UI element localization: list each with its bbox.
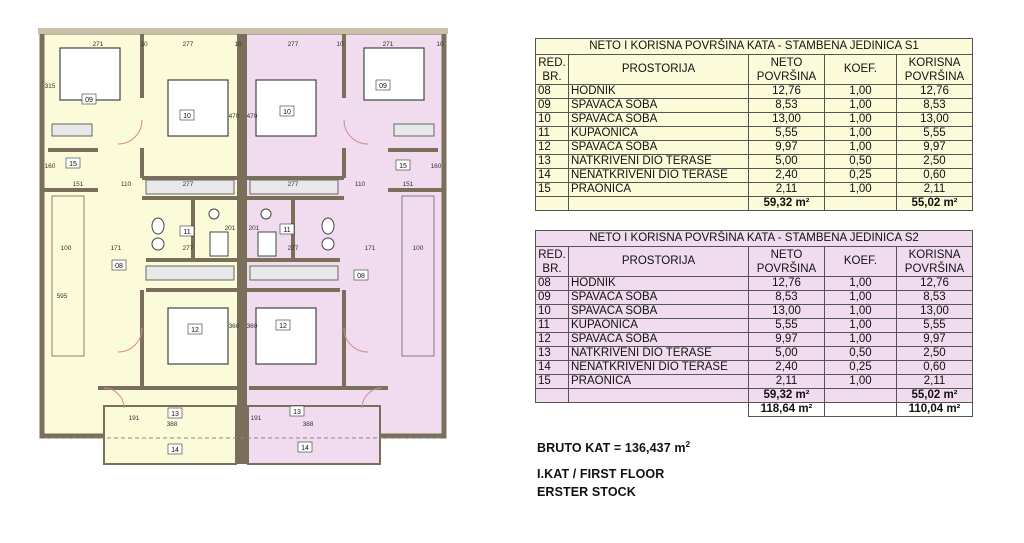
table-row	[536, 291, 973, 305]
bed-icon	[60, 48, 120, 100]
room-name: SPAVAĆA SOBA	[569, 113, 749, 127]
room-name: SPAVAĆA SOBA	[569, 99, 749, 113]
bed-icon	[168, 80, 228, 136]
grand-total-korisna: 110,04 m²	[897, 403, 973, 417]
room-name: NENATKRIVENI DIO TERASE	[569, 169, 749, 183]
korisna-area: 9,97	[897, 141, 973, 155]
room-number: 09	[536, 99, 569, 113]
room-number: 14	[536, 169, 569, 183]
coefficient: 0,25	[825, 361, 897, 375]
bed-icon	[364, 48, 424, 100]
area-table-s2	[535, 230, 973, 417]
floor-plan	[38, 28, 448, 468]
room-tag-08-s1	[112, 260, 126, 270]
table-title: NETO I KORISNA POVRŠINA KATA - STAMBENA JEDINICA S1	[536, 39, 973, 55]
room-number: 11	[536, 127, 569, 141]
room-number: 10	[536, 113, 569, 127]
svg-text:13: 13	[293, 409, 301, 416]
korisna-area: 9,97	[897, 333, 973, 347]
coefficient: 1,00	[825, 375, 897, 389]
room-number: 14	[536, 361, 569, 375]
svg-text:15: 15	[69, 161, 77, 168]
dim-label: 151	[72, 181, 84, 188]
washbasin-icon	[261, 209, 271, 219]
washbasin-icon	[209, 209, 219, 219]
table-row	[536, 375, 973, 389]
dim-label: 277	[287, 245, 299, 252]
table-row	[536, 183, 973, 197]
dim-label: 160	[430, 163, 442, 170]
svg-text:11: 11	[183, 229, 191, 236]
room-number: 10	[536, 305, 569, 319]
room-tag-14-s1	[168, 444, 182, 454]
room-name: KUPAONICA	[569, 319, 749, 333]
dim-label: 277	[182, 41, 194, 48]
room-number: 12	[536, 141, 569, 155]
neto-area: 8,53	[749, 99, 825, 113]
dim-label: 360	[228, 323, 240, 330]
neto-area: 2,11	[749, 375, 825, 389]
room-tag-13-s1	[168, 408, 182, 418]
dim-label: 151	[402, 181, 414, 188]
col-header: KORISNA POVRŠINA	[897, 55, 973, 85]
dim-label: 470	[246, 113, 258, 120]
svg-text:10: 10	[283, 109, 291, 116]
korisna-area: 12,76	[897, 85, 973, 99]
grand-total-row	[536, 403, 973, 417]
grand-total-neto: 118,64 m²	[749, 403, 825, 417]
table-row	[536, 99, 973, 113]
col-header: NETO POVRŠINA	[749, 55, 825, 85]
table-row	[536, 305, 973, 319]
sink-icon	[322, 238, 334, 250]
svg-text:15: 15	[399, 163, 407, 170]
room-name: HODNIK	[569, 85, 749, 99]
table-row	[536, 113, 973, 127]
roof-edge	[38, 28, 448, 34]
col-header: KOEF.	[825, 247, 897, 277]
bruto-unit-sup: 2	[685, 440, 691, 449]
dim-label: 191	[128, 415, 140, 422]
table-row	[536, 361, 973, 375]
dim-label: 100	[60, 245, 72, 252]
korisna-area: 13,00	[897, 305, 973, 319]
room-tag-11-s1	[180, 226, 194, 236]
room-name: PRAONICA	[569, 183, 749, 197]
neto-area: 13,00	[749, 113, 825, 127]
room-tag-14-s2	[298, 442, 312, 452]
total-neto: 59,32 m²	[749, 389, 825, 403]
room-tag-09-s1	[82, 94, 96, 104]
korisna-area: 2,11	[897, 375, 973, 389]
room-tag-11-s2	[280, 224, 294, 234]
korisna-area: 0,60	[897, 361, 973, 375]
neto-area: 5,55	[749, 319, 825, 333]
svg-text:11: 11	[283, 227, 291, 234]
dim-label: 388	[166, 421, 178, 428]
bed-icon	[168, 308, 228, 364]
coefficient: 1,00	[825, 113, 897, 127]
korisna-area: 2,50	[897, 347, 973, 361]
floor-label-de: ERSTER STOCK	[537, 485, 636, 499]
neto-area: 12,76	[749, 85, 825, 99]
korisna-area: 2,11	[897, 183, 973, 197]
table-row	[536, 277, 973, 291]
coefficient: 0,50	[825, 155, 897, 169]
bed-icon	[256, 308, 316, 364]
coefficient: 1,00	[825, 183, 897, 197]
dim-label: 110	[354, 181, 366, 188]
coefficient: 1,00	[825, 291, 897, 305]
col-header: PROSTORIJA	[569, 55, 749, 85]
dim-label: 191	[250, 415, 262, 422]
svg-text:10: 10	[183, 113, 191, 120]
room-tag-15-s1	[66, 158, 80, 168]
dim-label: 201	[224, 225, 236, 232]
shower-icon	[258, 232, 276, 256]
col-header: NETO POVRŠINA	[749, 247, 825, 277]
terrace-s2	[248, 406, 380, 464]
dim-label: 171	[364, 245, 376, 252]
dim-label: 277	[287, 41, 299, 48]
neto-area: 2,40	[749, 361, 825, 375]
korisna-area: 0,60	[897, 169, 973, 183]
room-number: 11	[536, 319, 569, 333]
room-tag-10-s1	[180, 110, 194, 120]
dim-label: 10	[336, 41, 344, 48]
svg-text:09: 09	[379, 83, 387, 90]
dim-label: 277	[182, 181, 194, 188]
neto-area: 5,00	[749, 155, 825, 169]
room-number: 13	[536, 155, 569, 169]
korisna-area: 5,55	[897, 319, 973, 333]
svg-text:08: 08	[115, 263, 123, 270]
dim-label: 201	[248, 225, 260, 232]
table-row	[536, 169, 973, 183]
table-row	[536, 333, 973, 347]
col-header: KORISNA POVRŠINA	[897, 247, 973, 277]
room-name: NENATKRIVENI DIO TERASE	[569, 361, 749, 375]
table-row	[536, 85, 973, 99]
dim-label: 388	[302, 421, 314, 428]
dim-label: 277	[182, 245, 194, 252]
svg-text:09: 09	[85, 97, 93, 104]
col-header: RED. BR.	[536, 247, 569, 277]
table-row	[536, 141, 973, 155]
room-name: KUPAONICA	[569, 127, 749, 141]
room-name: NATKRIVENI DIO TERASE	[569, 155, 749, 169]
room-number: 08	[536, 85, 569, 99]
coefficient: 1,00	[825, 277, 897, 291]
neto-area: 13,00	[749, 305, 825, 319]
total-row	[536, 197, 973, 211]
room-tag-15-s2	[396, 160, 410, 170]
room-number: 15	[536, 183, 569, 197]
korisna-area: 8,53	[897, 99, 973, 113]
bruto-area-note	[537, 440, 690, 455]
dim-label: 171	[110, 245, 122, 252]
coefficient: 0,50	[825, 347, 897, 361]
neto-area: 2,40	[749, 169, 825, 183]
neto-area: 9,97	[749, 141, 825, 155]
room-number: 15	[536, 375, 569, 389]
dim-label: 10	[234, 41, 242, 48]
room-tag-08-s2	[354, 270, 368, 280]
dim-label: 360	[246, 323, 258, 330]
coefficient: 1,00	[825, 127, 897, 141]
korisna-area: 5,55	[897, 127, 973, 141]
toilet-icon	[152, 218, 164, 234]
room-name: SPAVAĆA SOBA	[569, 291, 749, 305]
neto-area: 12,76	[749, 277, 825, 291]
total-korisna: 55,02 m²	[897, 389, 973, 403]
table-row	[536, 319, 973, 333]
neto-area: 5,55	[749, 127, 825, 141]
dim-label: 315	[44, 83, 56, 90]
dim-label: 10	[140, 41, 148, 48]
room-name: SPAVAĆA SOBA	[569, 305, 749, 319]
room-name: SPAVAĆA SOBA	[569, 333, 749, 347]
dim-label: 277	[287, 181, 299, 188]
room-tag-13-s2	[290, 406, 304, 416]
coefficient: 1,00	[825, 99, 897, 113]
coefficient: 1,00	[825, 85, 897, 99]
total-neto: 59,32 m²	[749, 197, 825, 211]
col-header: PROSTORIJA	[569, 247, 749, 277]
dim-label: 160	[44, 163, 56, 170]
dim-label: 100	[412, 245, 424, 252]
total-korisna: 55,02 m²	[897, 197, 973, 211]
dim-label: 595	[56, 293, 68, 300]
dim-label: 10	[436, 41, 444, 48]
korisna-area: 8,53	[897, 291, 973, 305]
svg-text:08: 08	[357, 273, 365, 280]
neto-area: 9,97	[749, 333, 825, 347]
area-table-s1	[535, 38, 973, 211]
party-wall	[237, 34, 247, 464]
toilet-icon	[322, 218, 334, 234]
floor-label-hr: I.KAT / FIRST FLOOR	[537, 467, 665, 481]
room-name: PRAONICA	[569, 375, 749, 389]
neto-area: 2,11	[749, 183, 825, 197]
room-tag-09-s2	[376, 80, 390, 90]
col-header: KOEF.	[825, 55, 897, 85]
dim-label: 271	[382, 41, 394, 48]
svg-text:12: 12	[191, 327, 199, 334]
coefficient: 1,00	[825, 333, 897, 347]
svg-text:13: 13	[171, 411, 179, 418]
room-number: 09	[536, 291, 569, 305]
room-tag-12-s2	[276, 320, 290, 330]
coefficient: 0,25	[825, 169, 897, 183]
table-row	[536, 155, 973, 169]
dim-label: 271	[92, 41, 104, 48]
sink-icon	[152, 238, 164, 250]
room-tag-10-s2	[280, 106, 294, 116]
korisna-area: 12,76	[897, 277, 973, 291]
korisna-area: 2,50	[897, 155, 973, 169]
dim-label: 110	[120, 181, 132, 188]
table-title: NETO I KORISNA POVRŠINA KATA - STAMBENA JEDINICA S2	[536, 231, 973, 247]
coefficient: 1,00	[825, 141, 897, 155]
svg-text:14: 14	[301, 445, 309, 452]
shower-icon	[210, 232, 228, 256]
neto-area: 8,53	[749, 291, 825, 305]
col-header: RED. BR.	[536, 55, 569, 85]
coefficient: 1,00	[825, 319, 897, 333]
table-row	[536, 127, 973, 141]
total-row	[536, 389, 973, 403]
room-name: NATKRIVENI DIO TERASE	[569, 347, 749, 361]
room-name: HODNIK	[569, 277, 749, 291]
neto-area: 5,00	[749, 347, 825, 361]
svg-text:14: 14	[171, 447, 179, 454]
dim-label: 470	[228, 113, 240, 120]
room-number: 13	[536, 347, 569, 361]
bruto-label: BRUTO KAT = 136,437 m	[537, 441, 686, 456]
room-tag-12-s1	[188, 324, 202, 334]
coefficient: 1,00	[825, 305, 897, 319]
room-number: 12	[536, 333, 569, 347]
room-name: SPAVAĆA SOBA	[569, 141, 749, 155]
korisna-area: 13,00	[897, 113, 973, 127]
table-row	[536, 347, 973, 361]
svg-text:12: 12	[279, 323, 287, 330]
room-number: 08	[536, 277, 569, 291]
